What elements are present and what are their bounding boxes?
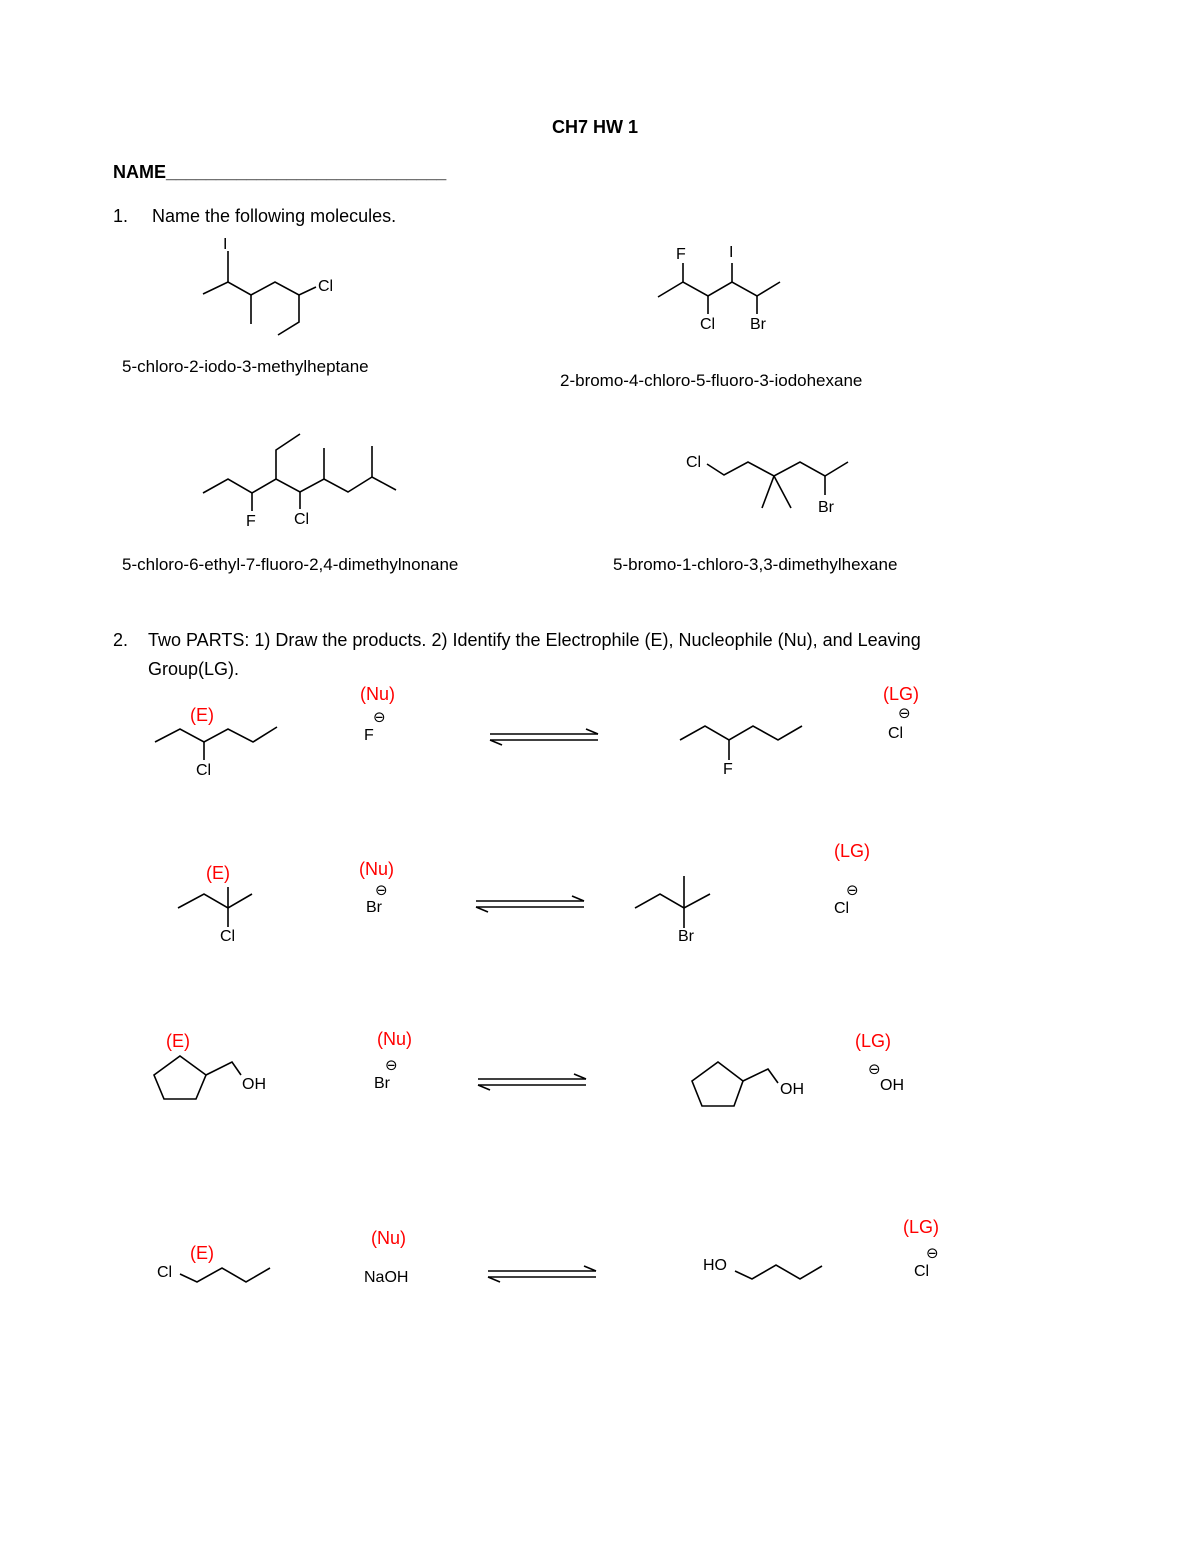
question-1-number: 1.	[113, 206, 129, 226]
reaction-2-leaving-group-charge: ⊖	[846, 882, 859, 899]
molecule-2-atom-br: Br	[750, 316, 766, 333]
reaction-2-product-atom-br: Br	[678, 928, 694, 945]
molecule-2-atom-cl: Cl	[700, 316, 716, 333]
question-2-prompt-line-2: Group(LG).	[148, 659, 240, 679]
name-field[interactable]: NAME____________________________	[113, 162, 447, 182]
molecule-3-atom-cl: Cl	[294, 511, 310, 528]
molecule-4-name: 5-bromo-1-chloro-3,3-dimethylhexane	[613, 555, 898, 574]
reaction-1-leaving-group: Cl	[888, 725, 904, 742]
reaction-1-nucleophile-charge: ⊖	[373, 709, 386, 726]
reaction-4-product-atom-ho: HO	[703, 1257, 727, 1274]
reaction-4-leaving-group-tag: (LG)	[903, 1217, 939, 1237]
molecule-2-name: 2-bromo-4-chloro-5-fluoro-3-iodohexane	[560, 371, 863, 390]
molecule-2-atom-f: F	[676, 246, 686, 263]
reaction-3-leaving-group-charge: ⊖	[868, 1061, 881, 1078]
molecule-4-atom-cl: Cl	[686, 454, 702, 471]
reaction-3-product-atom-oh: OH	[780, 1081, 804, 1098]
reaction-4-nucleophile-tag: (Nu)	[371, 1228, 406, 1248]
molecule-1-atom-i: I	[223, 236, 228, 253]
reaction-2-nucleophile-tag: (Nu)	[359, 859, 394, 879]
molecule-3-atom-f: F	[246, 513, 256, 530]
reaction-3-leaving-group-tag: (LG)	[855, 1031, 891, 1051]
reaction-2-nucleophile: Br	[366, 899, 382, 916]
molecule-3-name: 5-chloro-6-ethyl-7-fluoro-2,4-dimethylnonane	[122, 555, 459, 574]
reaction-2-substrate-atom-cl: Cl	[220, 928, 236, 945]
reaction-4-electrophile-tag: (E)	[190, 1243, 214, 1263]
reaction-1-leaving-group-charge: ⊖	[898, 705, 911, 722]
molecule-1-atom-cl: Cl	[318, 278, 334, 295]
reaction-1-nucleophile-tag: (Nu)	[360, 684, 395, 704]
reaction-1-leaving-group-tag: (LG)	[883, 684, 919, 704]
reaction-2-leaving-group-tag: (LG)	[834, 841, 870, 861]
reaction-3-nucleophile-charge: ⊖	[385, 1057, 398, 1074]
reaction-3-nucleophile-tag: (Nu)	[377, 1029, 412, 1049]
reaction-2-nucleophile-charge: ⊖	[375, 882, 388, 899]
reaction-1-product-atom-f: F	[723, 761, 733, 778]
reaction-3-leaving-group: OH	[880, 1077, 904, 1094]
molecule-1-name: 5-chloro-2-iodo-3-methylheptane	[122, 357, 369, 376]
question-2-number: 2.	[113, 630, 129, 650]
reaction-1-nucleophile: F	[364, 727, 374, 744]
reaction-2-electrophile-tag: (E)	[206, 863, 230, 883]
molecule-2-atom-i: I	[729, 244, 734, 261]
reaction-4-leaving-group-charge: ⊖	[926, 1245, 939, 1262]
question-2-prompt-line-1: Two PARTS: 1) Draw the products. 2) Identify the Electrophile (E), Nucleophile (Nu), and Leaving	[148, 630, 921, 650]
reaction-3-electrophile-tag: (E)	[166, 1031, 190, 1051]
question-1-prompt: Name the following molecules.	[152, 206, 397, 226]
reaction-3-substrate-atom-oh: OH	[242, 1076, 266, 1093]
reaction-4-nucleophile: NaOH	[364, 1269, 409, 1286]
reaction-3-nucleophile: Br	[374, 1075, 390, 1092]
reaction-4-leaving-group: Cl	[914, 1263, 930, 1280]
reaction-1-substrate-atom-cl: Cl	[196, 762, 212, 779]
molecule-4-atom-br: Br	[818, 499, 834, 516]
reaction-1-electrophile-tag: (E)	[190, 705, 214, 725]
reaction-2-leaving-group: Cl	[834, 900, 850, 917]
reaction-4-substrate-atom-cl: Cl	[157, 1264, 173, 1281]
page-title: CH7 HW 1	[552, 117, 639, 137]
